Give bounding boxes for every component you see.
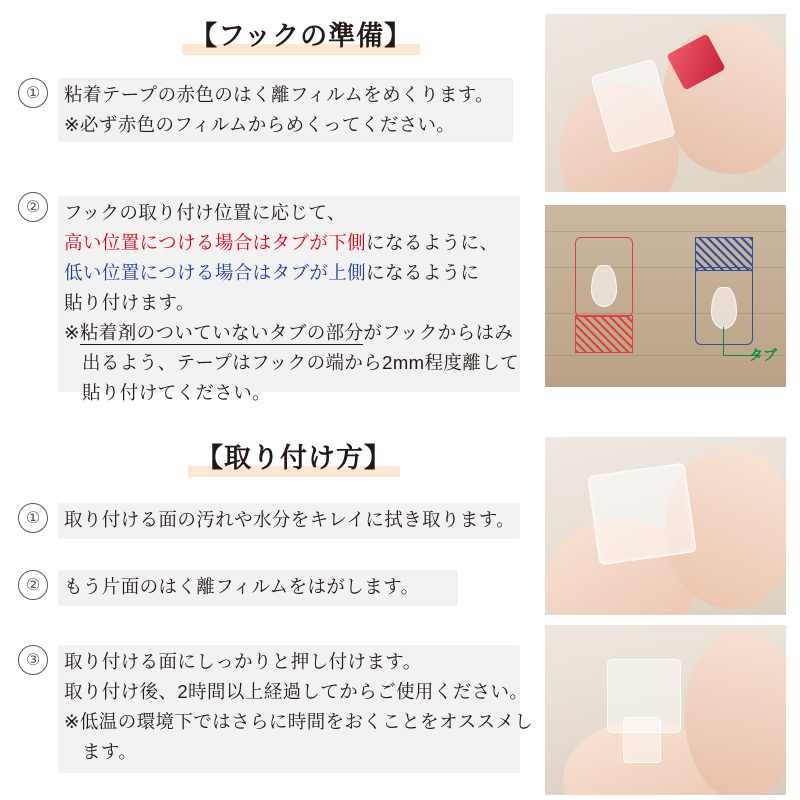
step-a3-text: [64, 647, 533, 767]
step-2-line-1: フックの取り付け位置に応じて、: [64, 202, 346, 223]
step-number-a2: ②: [18, 570, 48, 600]
step-a1-text: [64, 505, 515, 535]
wood-grain: [545, 231, 786, 232]
section-title-attachment: [196, 436, 392, 475]
step-2-line-7: 貼り付けてください。: [82, 381, 272, 403]
step-2-line-2-rest: になるように、: [366, 231, 499, 253]
peel-red-film-photo: [545, 14, 786, 192]
step-1-line-1: 粘着テープの赤色のはく離フィルムをめくります。: [64, 84, 495, 105]
step-a2-line-1: もう片面のはく離フィルムをはがします。: [64, 576, 420, 597]
press-hook-photo: [545, 625, 786, 795]
step-2-line-5-underlined: 粘着剤のついていないタブの部分: [79, 321, 364, 343]
step-1-text: [64, 80, 494, 140]
step-a3-line-4: ます。: [82, 740, 138, 762]
hand-upper: [685, 631, 786, 795]
step-2-line-3: [64, 258, 519, 288]
step-2-note-mark: ※: [64, 321, 80, 343]
hook-peg-left: [591, 265, 617, 307]
section-title-preparation: [190, 14, 412, 53]
step-number-a1: ①: [18, 503, 48, 533]
step-2-line-3-rest: になるように: [366, 261, 480, 283]
step-2-line-4: 貼り付けます。: [64, 291, 195, 313]
step-2-line-3-emph: 低い位置につける場合はタブが上側: [64, 261, 367, 283]
step-a3-line-1: 取り付ける面にしっかりと押し付けます。: [64, 651, 422, 672]
clear-hook-peg: [623, 717, 661, 763]
step-2-line-6: 出るよう、テープはフックの端から2mm程度離して: [82, 351, 519, 373]
step-number-a3: ③: [18, 645, 48, 675]
step-2-line-5-rest: がフックからはみ: [363, 321, 514, 343]
tab-hatch-red: [575, 315, 633, 353]
wipe-surface-photo: [545, 437, 786, 615]
step-a3-line-3: ※低温の環境下ではさらに時間をおくことをオススメし: [64, 710, 534, 732]
step-1-line-2: ※必ず赤色のフィルムからめくってください。: [64, 113, 456, 135]
clear-hook: [587, 463, 697, 566]
section-title-text-2: 【取り付け方】: [196, 443, 392, 473]
tab-leader-line-vertical: [723, 327, 724, 356]
step-2-line-2-emph: 高い位置につける場合はタブが下側: [64, 231, 367, 253]
step-2-text: [64, 198, 519, 408]
section-title-text: 【フックの準備】: [190, 21, 413, 51]
step-2-line-2: [64, 228, 519, 258]
tab-hatch-blue: [695, 237, 753, 271]
hook-orientation-photo: [545, 205, 786, 387]
tab-callout-label: タブ: [749, 347, 777, 363]
step-number-2: ②: [18, 192, 48, 222]
step-number-1: ①: [18, 78, 48, 108]
hook-peg-right: [711, 287, 737, 329]
step-a2-text: [64, 572, 419, 602]
step-2-line-5: [64, 318, 519, 348]
step-a1-line-1: 取り付ける面の汚れや水分をキレイに拭き取ります。: [64, 509, 516, 530]
step-a3-line-2: 取り付け後、2時間以上経過してからご使用ください。: [64, 680, 529, 702]
